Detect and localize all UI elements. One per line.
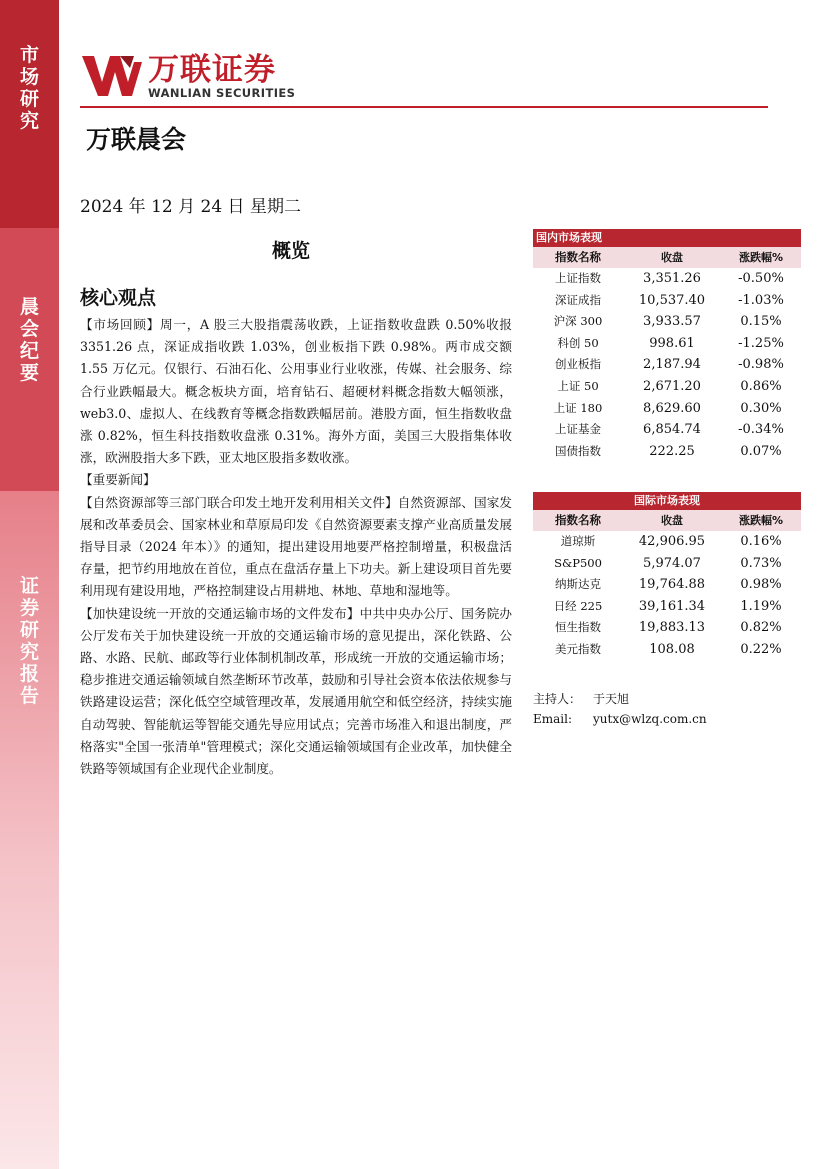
domestic-table-header [533,247,801,268]
table-row [533,290,801,312]
cell-index-name: 深证成指 [555,292,601,307]
cell-index-name: 道琼斯 [560,534,596,548]
cell-close: 222.25 [649,443,695,459]
table-row [533,441,801,463]
document-date: 2024 年 12 月 24 日 星期二 [80,197,301,217]
core-views-body [80,314,512,780]
email-address[interactable]: yutx@wlzq.com.cn [593,712,707,726]
cell-close: 2,671.20 [643,378,701,394]
cell-change-pct: -0.98% [738,357,784,373]
table-row [533,376,801,398]
table-row [533,311,801,333]
host-line [533,690,629,707]
cell-index-name: 上证 180 [553,400,603,415]
cell-close: 108.08 [649,641,695,657]
cell-index-name: S&P500 [554,555,602,570]
sidebar-label-market-research: 市 场 研 究 [19,44,39,132]
cell-index-name: 沪深 300 [553,314,603,329]
table-row [533,596,801,618]
cell-close: 3,933.57 [643,314,701,330]
sidebar-label-securities-report: 证 券 研 究 报 告 [19,575,39,707]
cell-change-pct: 0.73% [740,555,782,571]
logo-chinese-name: 万联证券 [148,52,276,88]
intl-table-title-text: 国际市场表现 [634,494,700,507]
cell-change-pct: 1.19% [740,598,782,614]
sidebar-label-morning-meeting: 晨 会 纪 要 [19,296,39,384]
cell-change-pct: 0.22% [740,641,782,657]
table-row [533,398,801,420]
email-label: Email: [533,712,573,726]
market-review-paragraph: 【市场回顾】周一，A 股三大股指震荡收跌，上证指数收盘跌 0.50%收报 3351.26 点，深证成指收跌 1.03%，创业板指下跌 0.98%。两市成交额 1.55 万亿元。仅银行、石油石化、公用事业行业收涨，传媒、社会服务、综合行业跌幅最大。概念板块方面，培育钻石、超硬材料概念指数大幅领涨，web3.0、虚拟人、在线教育等概念指数跌幅居前。港股方面，恒生指数收盘涨 0.82%，恒生科技指数收盘涨 0.31%。海外方面，美国三大股指集体收涨，欧洲股指大多下跌，亚太地区股指多数收涨。 [80,317,512,466]
table-row [533,333,801,355]
intl-table-body [533,531,801,661]
table-row [533,574,801,596]
cell-change-pct: 0.15% [740,314,782,330]
domestic-table-body [533,268,801,462]
cell-change-pct: 0.30% [740,400,782,416]
host-name: 于天旭 [593,692,630,706]
cell-change-pct: -0.50% [738,271,784,286]
cell-index-name: 上证 50 [557,378,599,393]
cell-close: 2,187.94 [643,357,701,373]
cell-close: 998.61 [649,335,695,351]
domestic-market-table [533,229,801,462]
international-market-table [533,492,801,661]
cell-change-pct: 0.16% [740,534,782,549]
key-news-heading: 【重要新闻】 [80,472,156,488]
overview-heading: 概览 [272,240,311,262]
header-index-name: 指数名称 [555,513,601,527]
host-label: 主持人： [533,692,582,706]
header-change-pct: 涨跌幅% [738,251,784,264]
email-line [533,712,707,726]
header-close: 收盘 [661,251,683,264]
header-close: 收盘 [661,514,683,527]
cell-index-name: 恒生指数 [555,620,601,635]
core-views-heading: 核心观点 [80,287,157,309]
cell-index-name: 日经 225 [553,598,603,613]
cell-change-pct: 0.98% [740,577,782,593]
cell-index-name: 国债指数 [555,443,601,458]
intl-table-header [533,510,801,531]
cell-close: 8,629.60 [643,400,701,416]
document-title: 万联晨会 [86,125,187,154]
cell-close: 6,854.74 [643,422,701,438]
intl-table-title [533,492,801,510]
cell-change-pct: 0.82% [740,620,782,636]
cell-change-pct: -0.34% [738,422,784,438]
cell-change-pct: 0.07% [740,443,782,459]
wanlian-w-icon [80,52,144,100]
cell-index-name: 纳斯达克 [555,577,601,592]
logo-english-name: WANLIAN SECURITIES [148,86,296,100]
cell-index-name: 科创 50 [557,335,599,350]
transport-market-paragraph: 【加快建设统一开放的交通运输市场的文件发布】中共中央办公厅、国务院办公厅发布关于加快建设统一开放的交通运输市场的意见提出，深化铁路、公路、水路、民航、邮政等行业体制机制改革，形成统一开放的交通运输市场；稳步推进交通运输领域自然垄断环节改革，鼓励和引导社会资本依法依规参与铁路建设运营；深化低空空域管理改革，发展通用航空和低空经济，持续实施自动驾驶、智能航运等智能交通先导应用试点；完善市场准入和退出制度，严格落实"全国一张清单"管理模式；深化交通运输领域国有企业改革，加快健全铁路等领域国有企业现代企业制度。 [80,605,512,777]
left-sidebar [0,0,59,1169]
company-logo [80,52,310,102]
land-policy-paragraph: 【自然资源部等三部门联合印发土地开发利用相关文件】自然资源部、国家发展和改革委员会、国家林业和草原局印发《自然资源要素支撑产业高质量发展指导目录（2024 年本）》的通知，提出建设用地要严格控制增量，积极盘活存量，把节约用地放在首位，重点在盘活存量上下功夫。新上建设项目首先要利用现有建设用地，严格控制建设占用耕地、林地、草地和湿地等。 [80,494,512,599]
cell-close: 10,537.40 [638,292,706,308]
cell-close: 5,974.07 [643,555,701,571]
table-row [533,354,801,376]
cell-close: 19,883.13 [638,620,706,636]
cell-close: 42,906.95 [638,534,706,549]
cell-index-name: 上证基金 [555,422,601,437]
cell-close: 3,351.26 [643,271,701,286]
cell-change-pct: 0.86% [740,378,782,394]
table-row [533,419,801,441]
header-divider [80,106,768,108]
cell-close: 39,161.34 [638,598,706,614]
cell-index-name: 美元指数 [555,641,601,656]
cell-change-pct: -1.25% [738,335,784,351]
table-row [533,639,801,661]
table-row [533,531,801,553]
cell-close: 19,764.88 [638,577,706,593]
table-row [533,553,801,575]
table-row [533,617,801,639]
domestic-table-title-text: 国内市场表现 [536,231,602,244]
cell-index-name: 上证指数 [555,271,601,285]
table-row [533,268,801,290]
cell-change-pct: -1.03% [738,292,784,308]
header-change-pct: 涨跌幅% [738,514,784,527]
header-index-name: 指数名称 [555,250,601,264]
cell-index-name: 创业板指 [555,357,601,372]
domestic-table-title [533,229,801,247]
